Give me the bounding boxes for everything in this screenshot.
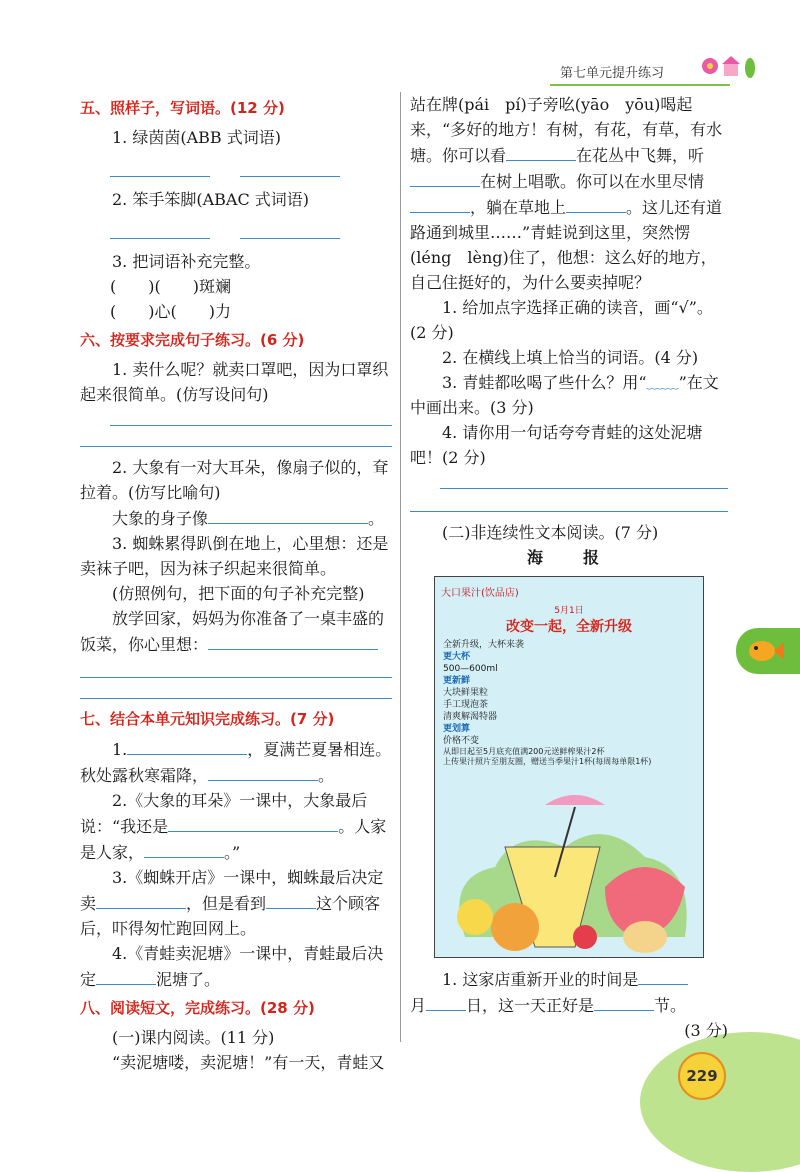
s7-q3-start: 3.《蜘蛛开店》一课中，蜘蛛最后决定卖 (80, 868, 384, 913)
flower-house-icon (698, 54, 758, 84)
s8-final-q-month: 月 (410, 996, 427, 1015)
goldfish-icon (744, 636, 784, 666)
section5-title: 五、照样子，写词语。(12 分) (80, 99, 285, 117)
poster-price1: 从即日起至5月底充值满200元送鲜榨果汁2杯 (443, 747, 605, 756)
section7-title: 七、结合本单元知识完成练习。(7 分) (80, 710, 335, 728)
s7-q3-mid: ，但是看到 (186, 894, 267, 913)
header-title: 第七单元提升练习 (560, 66, 665, 81)
page-header (520, 56, 800, 96)
s8-passage-cont2: 在花丛中飞舞，听 (576, 146, 705, 165)
fruit-juice-illustration (435, 787, 703, 957)
s6-q1-line-2[interactable] (80, 446, 392, 447)
s8-passage-blank-3[interactable] (410, 194, 470, 213)
poster-price2: 上传果汁照片至朋友圈，赠送当季果汁1杯(每周每单限1杯) (443, 757, 652, 766)
s5-q1-blank-2[interactable] (240, 158, 340, 177)
s8-final-q-line2 (410, 992, 728, 1018)
s8-q1: 1. 给加点字选择正确的读音，画“√”。(2 分) (410, 298, 713, 342)
corner-decoration (640, 1032, 800, 1172)
s6-q1-line-1[interactable] (110, 425, 392, 426)
s8-final-blank-festival[interactable] (594, 992, 654, 1011)
poster-slogan: 改变一起，全新升级 (506, 619, 632, 635)
s8-final-blank-year[interactable] (638, 966, 688, 985)
poster-fresher: 更新鲜 (443, 676, 471, 686)
s5-q3-row2-blanks[interactable]: ( )心( ) (110, 302, 215, 321)
s8-q3-start: 3. 青蛙都吆喝了些什么？用“ (442, 373, 647, 392)
s7-q3-end: 这个顾客后，吓得匆忙跑回网上。 (80, 894, 381, 938)
s8-passage-body (410, 92, 728, 295)
s8-passage-cont1: 站在牌(pái pí)子旁吆(yāo yōu)喝起来，“多好的地方！有树，有花，有草，有水塘。你可以看 (410, 95, 723, 165)
s8-part1: (一)课内阅读。(11 分) (112, 1028, 275, 1047)
s6-q2-blank[interactable] (208, 505, 368, 524)
column-divider (400, 92, 401, 1042)
s6-q3-note: (仿照例句，把下面的句子补充完整) (112, 584, 365, 603)
s7-q1 (80, 736, 392, 788)
s5-q2-blank-2[interactable] (240, 220, 340, 239)
s5-q2: 2. 笨手笨脚(ABAC 式词语) (112, 190, 310, 209)
s5-q3-row2-word: 力 (214, 302, 231, 321)
s8-q3-end: ”在文中画出来。(3 分) (410, 373, 719, 417)
s8-final-q (410, 966, 728, 992)
s7-q2-mid: 。人家是人家， (80, 817, 387, 862)
s5-q3-row1 (80, 274, 392, 299)
s8-passage-blank-2[interactable] (410, 168, 480, 187)
poster-title: 海 报 (526, 548, 611, 567)
poster-volume: 500—600ml (443, 664, 498, 674)
s6-q3-blank[interactable] (208, 631, 378, 650)
left-column (80, 92, 392, 1075)
section6-title: 六、按要求完成句子练习。(6 分) (80, 331, 305, 349)
s8-passage-start: “卖泥塘喽，卖泥塘！”有一天，青蛙又 (112, 1053, 385, 1072)
s7-q1-blank-1[interactable] (127, 736, 247, 755)
side-tab-goldfish (736, 628, 800, 674)
s7-q3 (80, 865, 392, 941)
s7-q2-blank-1[interactable] (168, 813, 338, 832)
s7-q2-blank-2[interactable] (144, 839, 224, 858)
s8-final-q-end: 节。 (654, 996, 687, 1015)
s7-q2 (80, 788, 392, 865)
s6-q3-line-2[interactable] (80, 677, 392, 678)
s8-q4: 4. 请你用一句话夸夸青蛙的这处泥塘吧！(2 分) (410, 423, 703, 467)
s7-q4-start: 4.《青蛙卖泥塘》一课中，青蛙最后决定 (80, 944, 384, 989)
s7-q1-blank-2[interactable] (208, 762, 318, 781)
s5-q2-blank-1[interactable] (110, 220, 210, 239)
s8-q4-line-1[interactable] (440, 488, 728, 489)
s7-q4-end: 泥塘了。 (156, 970, 221, 989)
s8-passage-cont4: ，躺在草地上 (470, 198, 567, 217)
s7-q1-end: 。 (318, 766, 335, 785)
poster-price-title: 价格不变 (443, 736, 480, 746)
s6-q3-sentence: 放学回家，妈妈为你准备了一桌丰盛的饭菜，你心里想： (80, 609, 385, 654)
s5-q1-blank-1[interactable] (110, 158, 210, 177)
poster-fresh2: 手工现泡茶 (443, 700, 489, 710)
section8-title: 八、阅读短文，完成练习。(28 分) (80, 999, 315, 1017)
s5-q3: 3. 把词语补充完整。 (112, 252, 261, 271)
s5-q1: 1. 绿茵茵(ABB 式词语) (112, 128, 281, 147)
s8-part2: (二)非连续性文本阅读。(7 分) (442, 523, 659, 542)
s5-q1-answers (110, 158, 392, 177)
s7-q4 (80, 941, 392, 992)
s5-q3-row1-blanks[interactable]: ( )( ) (110, 277, 199, 296)
s8-q3 (410, 370, 728, 420)
s6-q3-line-3[interactable] (80, 698, 392, 699)
s8-final-q-day: 日，这一天正好是 (466, 996, 595, 1015)
header-underline (550, 84, 730, 86)
poster-date: 5月1日 (554, 606, 584, 616)
s8-q4-line-2[interactable] (410, 511, 728, 512)
poster-shop: 大口果汁(饮品店) (441, 588, 519, 599)
s7-q1-start: 1. (112, 740, 128, 759)
poster-fresh3: 清爽解渴特器 (443, 712, 498, 722)
s8-passage-blank-1[interactable] (506, 142, 576, 161)
s5-q3-row2 (80, 299, 392, 324)
poster-cheaper: 更划算 (443, 724, 471, 734)
s8-final-q-start: 1. 这家店重新开业的时间是 (442, 970, 639, 989)
s8-passage-cont3: 在树上唱歌。你可以在水里尽情 (480, 172, 705, 191)
s8-passage-cont5: 。这儿还有道路通到城里……”青蛙说到这里，突然愣(léng lèng)住了，他想：这么好的地方，自己住挺好的，为什么要卖掉呢？ (410, 198, 723, 292)
poster-line1: 全新升级，大杯来袭 (443, 640, 525, 650)
s7-q2-end: 。” (224, 843, 241, 862)
poster-features (443, 639, 651, 767)
s6-q3: 3. 蜘蛛累得趴倒在地上，心里想：还是卖袜子吧，因为袜子织起来很简单。 (80, 534, 389, 578)
s7-q2-start: 2.《大象的耳朵》一课中，大象最后说：“我还是 (80, 791, 368, 836)
poster-bigger: 更大杯 (443, 652, 471, 662)
s5-q2-answers (110, 220, 392, 239)
s7-q3-blank-2[interactable] (266, 890, 316, 909)
page-number-badge (678, 1052, 726, 1100)
poster (434, 576, 704, 958)
s7-q1-mid: ，夏满芒夏暑相连。秋处露秋寒霜降， (80, 740, 392, 785)
s6-q2: 2. 大象有一对大耳朵，像扇子似的，耷拉着。(仿写比喻句) (80, 458, 389, 502)
wavy-underline-icon: ﹏﹏ (646, 373, 679, 392)
s8-final-score: (3 分) (684, 1021, 728, 1040)
s8-final-blank-month[interactable] (426, 992, 466, 1011)
s8-passage-blank-4[interactable] (566, 194, 626, 213)
s6-q2-prompt: 大象的身子像 (112, 509, 209, 528)
s5-q3-row1-word: 斑斓 (198, 277, 231, 296)
s6-q2-end: 。 (368, 509, 385, 528)
s6-q2-prompt-line (80, 505, 392, 531)
s6-q3-sentence-line (80, 606, 392, 657)
right-column (410, 92, 728, 1043)
s8-q2: 2. 在横线上填上恰当的词语。(4 分) (442, 348, 699, 367)
s7-q3-blank-1[interactable] (96, 890, 186, 909)
s7-q4-blank[interactable] (96, 966, 156, 985)
page-number: 229 (686, 1067, 718, 1085)
s6-q1: 1. 卖什么呢？就卖口罩吧，因为口罩织起来很简单。(仿写设问句) (80, 360, 389, 404)
poster-fresh1: 大块鲜果粒 (443, 688, 489, 698)
